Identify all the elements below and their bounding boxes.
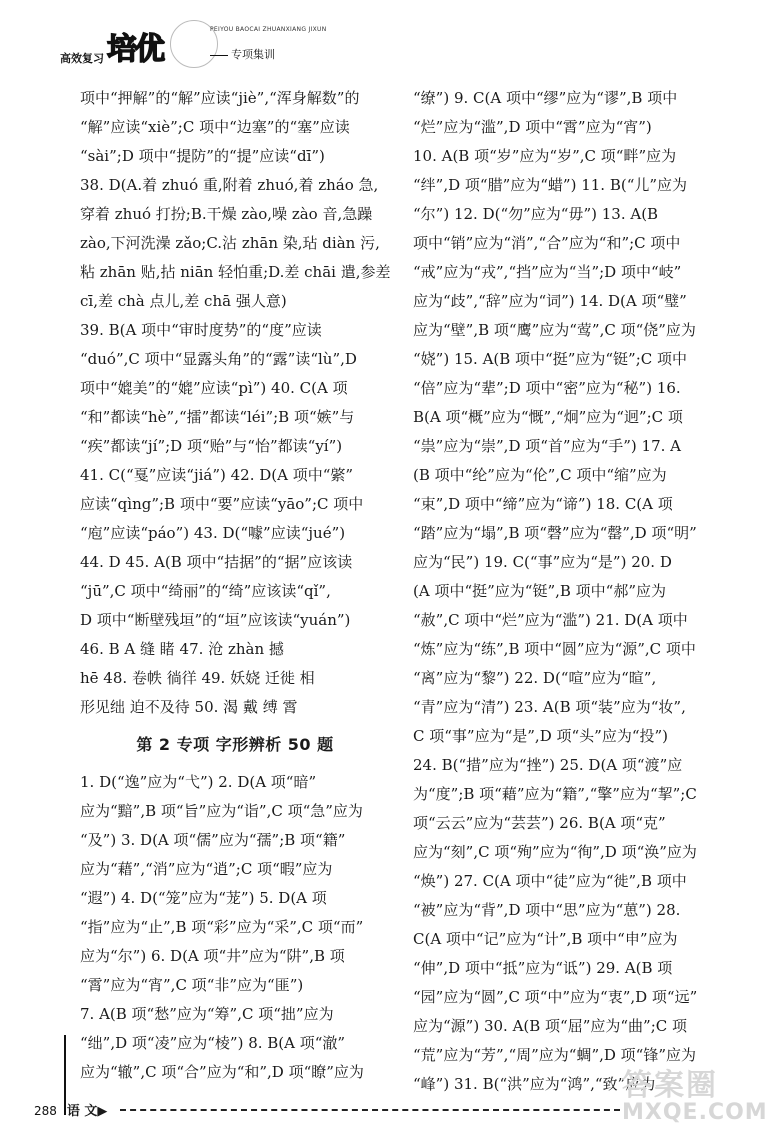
logo-big-text: 培优 [107,32,163,67]
text-line: “缭”) 9. C(A 项中“缪”应为“谬”,B 项中 [413,89,678,107]
text-line: “伸”,D 项中“抵”应为“诋”) 29. A(B 项 [413,959,673,977]
text-line: C(A 项中“记”应为“计”,B 项中“申”应为 [413,930,678,948]
site-watermark [622,1060,768,1125]
text-line: 41. C(“戛”应读“jiá”) 42. D(A 项中“綮” [80,466,354,484]
text-line: 项中“媲美”的“媲”应读“pì”) 40. C(A 项 [80,379,348,397]
text-line: 44. D 45. A(B 项中“拮据”的“据”应该读 [80,553,353,571]
text-line: 24. B(“措”应为“挫”) 25. D(A 项“渡”应 [413,756,683,774]
text-line: “duó”,C 项中“显露头角”的“露”读“lù”,D [80,350,357,368]
text-line: 项“云云”应为“芸芸”) 26. B(A 项“克” [413,814,666,832]
text-line: “尔”) 12. D(“勿”应为“毋”) 13. A(B [413,205,659,223]
text-line: “娆”) 15. A(B 项中“挺”应为“铤”;C 项中 [413,350,688,368]
text-line: 应读“qìng”;B 项中“要”应读“yāo”;C 项中 [80,495,364,513]
text-line: 应为“藉”,“消”应为“逍”;C 项“暇”应为 [80,860,333,878]
logo-small-text: 高效复习 [60,52,104,65]
text-line: 应为“歧”,“辞”应为“词”) 14. D(A 项“璧” [413,292,687,310]
text-line: “疾”都读“jí”;D 项“贻”与“怡”都读“yí”) [80,437,343,455]
text-line: (B 项中“纶”应为“伦”,C 项中“缩”应为 [413,466,667,484]
text-line: “荒”应为“芳”,“周”应为“蜩”,D 项“锋”应为 [413,1046,697,1064]
text-line: 应为“壁”,B 项“鹰”应为“莺”,C 项“侥”应为 [413,321,696,339]
text-line: 应为“刻”,C 项“殉”应为“徇”,D 项“涣”应为 [413,843,697,861]
text-line: “被”应为“背”,D 项中“思”应为“葸”) 28. [413,901,681,919]
text-line: 形见绌 迫不及待 50. 渴 戴 缚 霄 [80,698,298,716]
subject-label: 语 文▶ [66,1104,108,1119]
text-line: “炼”应为“练”,B 项中“圆”应为“源”,C 项中 [413,640,696,658]
section-title: 第 2 专项 字形辨析 50 题 [136,735,334,754]
watermark-line-2: MXQE.COM [622,1100,768,1125]
text-line: 项中“销”应为“消”,“合”应为“和”;C 项中 [413,234,681,252]
text-line: “烂”应为“滥”,D 项中“霄”应为“宵”) [413,118,652,136]
text-line: “焕”) 27. C(A 项中“徒”应为“徙”,B 项中 [413,872,687,890]
text-line: 项中“押解”的“解”应读“jiè”,“浑身解数”的 [80,89,360,107]
text-line: “jū”,C 项中“绮丽”的“绮”应该读“qǐ”, [80,582,331,600]
text-line: 39. B(A 项中“审时度势”的“度”应读 [80,321,322,339]
text-line: “绌”,D 项“凌”应为“棱”) 8. B(A 项“澈” [80,1034,346,1052]
text-line: 应为“辙”,C 项“合”应为“和”,D 项“瞭”应为 [80,1063,364,1081]
text-line: hē 48. 卷帙 徜徉 49. 妖娆 迁徙 相 [80,669,315,687]
page-footer [34,1100,107,1119]
text-line: (A 项中“挺”应为“铤”,B 项中“郝”应为 [413,582,667,600]
text-line: 应为“源”) 30. A(B 项“屈”应为“曲”;C 项 [413,1017,688,1035]
text-line: “踏”应为“塌”,B 项“磬”应为“罄”,D 项“明” [413,524,697,542]
text-line: “指”应为“止”,B 项“彩”应为“采”,C 项“而” [80,918,364,936]
text-line: 应为“黯”,B 项“旨”应为“诣”,C 项“急”应为 [80,802,363,820]
text-line: “sài”;D 项中“提防”的“提”应读“dī”) [80,147,325,165]
text-line: C 项“事”应为“是”,D 项“头”应为“投”) [413,727,669,745]
logo-pinyin: PEIYOU BAOCAI ZHUANXIANG JIXUN [210,26,327,33]
text-line: B(A 项“概”应为“慨”,“炯”应为“迥”;C 项 [413,408,683,426]
text-line: 1. D(“逸”应为“弋”) 2. D(A 项“暗” [80,773,317,791]
left-column [80,84,390,1087]
series-subtitle-text: 专项集训 [231,48,275,61]
page-number: 288 [34,1104,57,1118]
text-line: “园”应为“圆”,C 项“中”应为“衷”,D 项“远” [413,988,698,1006]
text-line: “解”应读“xiè”;C 项中“边塞”的“塞”应读 [80,118,350,136]
right-column [413,84,733,1099]
text-line: “遐”) 4. D(“笼”应为“茏”) 5. D(A 项 [80,889,327,907]
text-line: 粘 zhān 贴,拈 niān 轻怕重;D.差 chāi 遣,参差 [80,263,391,281]
text-line: “祟”应为“崇”,D 项“首”应为“手”) 17. A [413,437,681,455]
text-line: “绊”,D 项“腊”应为“蜡”) 11. B(“儿”应为 [413,176,688,194]
text-line: 10. A(B 项“岁”应为“岁”,C 项“畔”应为 [413,147,677,165]
text-line: “和”都读“hè”,“擂”都读“léi”;B 项“嫉”与 [80,408,355,426]
text-line: 7. A(B 项“愁”应为“筹”,C 项“拙”应为 [80,1005,334,1023]
text-line: “离”应为“黎”) 22. D(“喧”应为“暄”, [413,669,657,687]
text-line: 为“度”;B 项“藉”应为“籍”,“擎”应为“挈”;C [413,785,697,803]
text-line: D 项中“断壁残垣”的“垣”应该读“yuán”) [80,611,351,629]
text-line: “峰”) 31. B(“洪”应为“鸿”,“致”应为 [413,1075,656,1093]
text-line: 38. D(A.着 zhuó 重,附着 zhuó,着 zháo 急, [80,176,379,194]
text-line: “青”应为“清”) 23. A(B 项“装”应为“妆”, [413,698,686,716]
text-line: 应为“民”) 19. C(“事”应为“是”) 20. D [413,553,672,571]
text-line: “及”) 3. D(A 项“儒”应为“孺”;B 项“籍” [80,831,346,849]
text-line: zào,下河洗澡 zǎo;C.沾 zhān 染,玷 diàn 污, [80,234,380,252]
series-logo [60,34,163,66]
text-line: “倍”应为“辈”;D 项中“密”应为“秘”) 16. [413,379,681,397]
text-line: “戒”应为“戎”,“挡”应为“当”;D 项中“岐” [413,263,682,281]
book-header [60,14,420,66]
text-line: “束”,D 项中“缔”应为“谛”) 18. C(A 项 [413,495,673,513]
watermark-line-1: 答案圈 [622,1068,718,1103]
text-line: “霄”应为“宵”,C 项“非”应为“匪”) [80,976,304,994]
text-line: “赦”,C 项中“烂”应为“滥”) 21. D(A 项中 [413,611,688,629]
text-line: 46. B A 缝 睹 47. 沧 zhàn 撼 [80,640,284,658]
footer-dotted-rule [120,1109,620,1111]
text-line: 应为“尔”) 6. D(A 项“井”应为“阱”,B 项 [80,947,345,965]
text-line: 穿着 zhuó 打扮;B.干燥 zào,噪 zào 音,急躁 [80,205,373,223]
series-subtitle [210,46,275,62]
text-line: “庖”应读“páo”) 43. D(“噱”应读“jué”) [80,524,346,542]
text-line: cī,差 chà 点儿,差 chā 强人意) [80,292,287,310]
